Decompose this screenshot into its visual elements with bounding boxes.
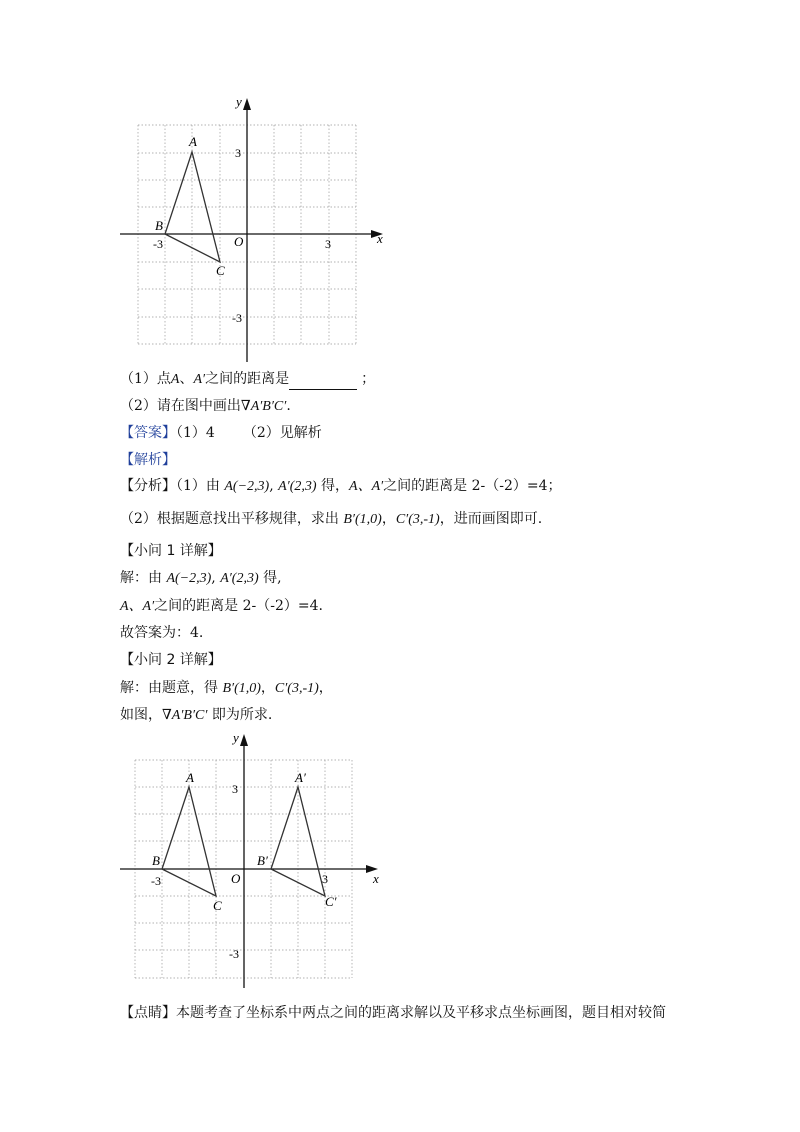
sub2-l1-comma: ， <box>260 680 275 696</box>
sub1-heading <box>120 541 222 561</box>
fenxi-comma: , <box>269 478 274 494</box>
sub1-l2-points: A、A′ <box>120 599 155 614</box>
sub1-l1-t2: 得, <box>263 570 282 586</box>
fenxi-l2-t1: （2）根据题意找出平移规律，求出 <box>120 511 339 527</box>
q2-triangle: ∇A′B′C′ <box>240 399 287 414</box>
point-b-prime-label: B′ <box>257 853 268 868</box>
point-a-label: A <box>186 770 194 785</box>
sub1-point-a-prime: A′(2,3) <box>220 571 259 586</box>
fenxi-point-a-prime: A′(2,3) <box>278 479 317 494</box>
fenxi-line-1 <box>120 476 562 497</box>
q1-prefix: （1）点 <box>120 371 171 387</box>
sub1-l3-text: 故答案为：4. <box>120 625 204 641</box>
y-axis-label: y <box>233 730 239 745</box>
sub1-l2-text: 之间的距离是 2-（-2）=4. <box>154 598 323 614</box>
q2-end: . <box>286 398 291 414</box>
fenxi-line-2 <box>120 509 542 530</box>
sub2-point-c-prime: C′(3,-1) <box>274 681 319 696</box>
y-axis-arrow <box>240 734 248 746</box>
q1-point-a: A <box>170 372 180 387</box>
answer-part-1: （1）4 <box>176 425 215 441</box>
x-axis-label: x <box>373 871 379 886</box>
graph2-svg <box>115 730 395 992</box>
answer-part-2: （2）见解析 <box>242 425 322 441</box>
y-tick-neg3: -3 <box>229 947 239 961</box>
point-a-label: A <box>189 134 197 149</box>
analysis-heading <box>120 450 176 470</box>
fenxi-tag: 【分析】 <box>120 478 176 494</box>
question-2 <box>120 396 291 417</box>
y-tick-neg3: -3 <box>232 311 242 325</box>
sub1-line-2 <box>120 596 323 617</box>
x-tick-neg3: -3 <box>151 874 161 888</box>
sub2-l2-t2: 即为所求. <box>211 707 273 723</box>
fenxi-point-b-prime: B′(1,0) <box>343 512 382 527</box>
sub1-tag: 【小问 1 详解】 <box>120 543 222 559</box>
point-c-prime-label: C′ <box>325 894 337 909</box>
fenxi-t4: 之间的距离是 2-（-2）=4； <box>383 478 562 494</box>
fenxi-t2: 得， <box>321 478 350 494</box>
fenxi-l2-comma: ， <box>381 511 396 527</box>
fenxi-point-a: A(−2,3) <box>224 479 270 494</box>
point-b-label: B <box>152 853 160 868</box>
fenxi-t3: A、A′ <box>349 479 384 494</box>
sub2-line-1 <box>120 678 333 699</box>
dianjing-tag: 【点睛】 <box>120 1005 176 1021</box>
sub1-line-3 <box>120 623 203 643</box>
fenxi-t1: （1）由 <box>176 478 220 494</box>
y-axis-label: y <box>236 94 242 109</box>
graph1-svg <box>115 92 395 367</box>
point-a-prime-label: A′ <box>295 770 306 785</box>
sub2-l1-t1: 解：由题意，得 <box>120 680 218 696</box>
point-c-label: C <box>213 898 222 913</box>
q1-mid: 之间的距离是 <box>205 371 290 387</box>
x-axis-label: x <box>377 231 383 246</box>
sub2-line-2 <box>120 705 272 726</box>
sub2-point-b-prime: B′(1,0) <box>222 681 261 696</box>
coordinate-graph-original <box>115 92 395 367</box>
q1-end: ； <box>361 371 376 387</box>
point-b-label: B <box>155 218 163 233</box>
sub1-comma: , <box>211 570 216 586</box>
sub1-line-1 <box>120 568 282 589</box>
dianjing-line <box>120 1003 666 1023</box>
x-tick-3: 3 <box>322 872 328 886</box>
answer-tag: 【答案】 <box>120 425 176 441</box>
answer-blank <box>289 375 357 390</box>
sub1-point-a: A(−2,3) <box>166 571 212 586</box>
sub2-l1-end: ， <box>318 680 333 696</box>
y-tick-3: 3 <box>235 146 241 160</box>
dianjing-text: 本题考查了坐标系中两点之间的距离求解以及平移求点坐标画图，题目相对较简 <box>176 1005 666 1021</box>
answer-line <box>120 423 322 443</box>
q1-sep: 、 <box>179 371 194 387</box>
fenxi-l2-t2: ，进而画图即可. <box>439 511 543 527</box>
coordinate-graph-translated <box>115 730 395 992</box>
q2-prefix: （2）请在图中画出 <box>120 398 241 414</box>
sub2-l2-t1: 如图， <box>120 707 162 723</box>
origin-label: O <box>231 871 241 886</box>
q1-point-a-prime: A′ <box>193 372 206 387</box>
y-axis-arrow <box>243 98 251 110</box>
fenxi-point-c-prime: C′(3,-1) <box>395 512 440 527</box>
sub1-l1-t1: 解：由 <box>120 570 162 586</box>
origin-label: O <box>234 234 244 249</box>
analysis-tag: 【解析】 <box>120 452 176 468</box>
y-tick-3: 3 <box>232 782 238 796</box>
sub2-triangle: ∇A′B′C′ <box>162 708 208 723</box>
x-tick-neg3: -3 <box>153 237 163 251</box>
sub2-heading <box>120 650 222 670</box>
x-tick-3: 3 <box>325 237 331 251</box>
axes <box>120 106 377 362</box>
question-1 <box>120 369 375 390</box>
sub2-tag: 【小问 2 详解】 <box>120 652 222 668</box>
point-c-label: C <box>216 263 225 278</box>
